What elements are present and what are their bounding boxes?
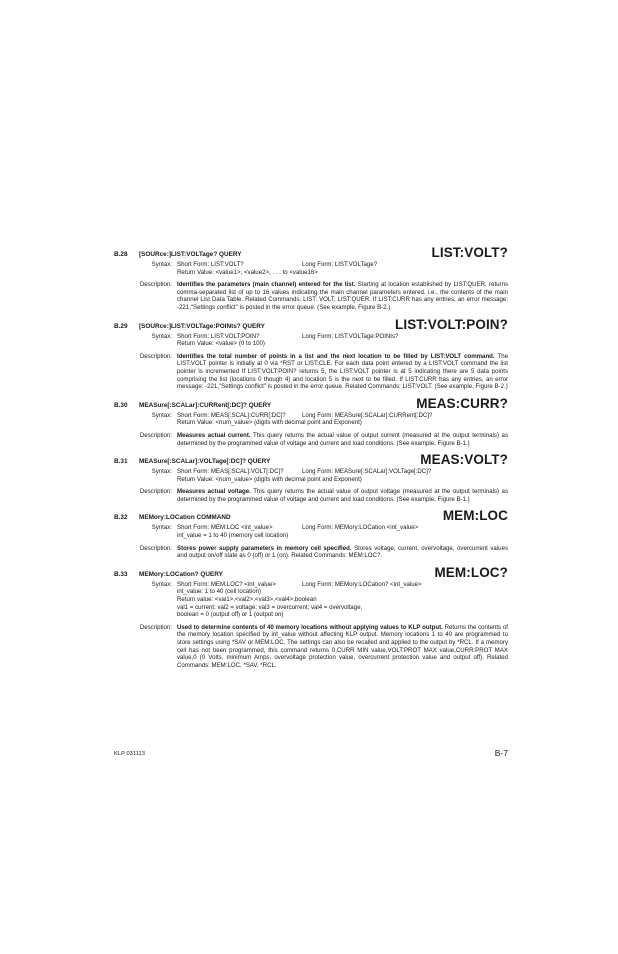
description-summary: Used to determine contents of 40 memory locations without applying values to KLP output. xyxy=(177,623,443,631)
footer-page-number: B-7 xyxy=(494,748,508,758)
parameter-range: int_value = 1 to 40 (memory cell location) xyxy=(177,532,289,540)
long-form: Long Form: LIST:VOLTage? xyxy=(302,261,378,268)
long-form: Long Form: LIST:VOLTage:POINts? xyxy=(302,332,399,340)
command-mnemonic: MEM:LOC xyxy=(442,508,508,524)
parameter-range: int_value: 1 to 40 (cell location) xyxy=(177,588,262,596)
short-form: Short Form: MEAS[:SCAL]:CURR[:DC]? xyxy=(177,411,286,419)
description-row xyxy=(114,281,508,311)
command-mnemonic: MEM:LOC? xyxy=(434,564,508,580)
return-value: Return Value: <num_value> (digits with decimal point and Exponent) xyxy=(177,419,362,427)
syntax-row xyxy=(114,468,508,483)
description-row xyxy=(114,353,508,391)
description-row xyxy=(114,624,508,670)
description-row xyxy=(114,432,508,447)
section-title xyxy=(114,571,223,578)
section-title xyxy=(114,514,231,521)
syntax-row xyxy=(114,412,508,427)
syntax-label: Syntax: xyxy=(151,580,172,588)
syntax-label: Syntax: xyxy=(151,468,172,476)
description-text: This query returns the actual value of output current (measured at the output terminals) as determined by the programmed value of voltage and current and load conditions. (See example, Figure B-1.) xyxy=(177,431,508,447)
section-number: B.32 xyxy=(114,514,128,522)
syntax-label: Syntax: xyxy=(151,332,172,340)
return-value: Return Value: <num_value> (digits with decimal point and Exponent) xyxy=(177,475,362,483)
description-label: Description: xyxy=(139,431,172,439)
syntax-label: Syntax: xyxy=(151,524,172,532)
description-label: Description: xyxy=(139,281,172,289)
section-heading-b30 xyxy=(114,395,508,411)
description-text: Stores voltage, current, overvoltage, overcurrent values and output on/off state as 0 (off) or 1 (on). Related Commands: MEM:LOC?. xyxy=(177,544,508,560)
syntax-label: Syntax: xyxy=(151,261,172,268)
section-name: MEMory:LOCation COMMAND xyxy=(139,514,231,522)
syntax-label: Syntax: xyxy=(151,411,172,419)
description-row xyxy=(114,545,508,560)
section-name: [SOURce:]LIST:VOLTage:POINts? QUERY xyxy=(139,322,265,330)
section-number: B.29 xyxy=(114,322,128,330)
command-mnemonic: MEAS:CURR? xyxy=(416,395,508,411)
section-number: B.30 xyxy=(114,401,128,409)
long-form: Long Form: MEASure[:SCALar]:CURRent[:DC]? xyxy=(302,411,433,419)
return-value-definition: val1 = current; val2 = voltage; val3 = overcurrent; val4 = overvoltage, xyxy=(177,603,363,611)
description-summary: Measures actual current. xyxy=(177,431,251,439)
short-form: Short Form: MEAS[:SCAL]:VOLT[:DC]? xyxy=(177,468,284,476)
description-text: The LIST:VOLT pointer is initially at 0 via *RST or LIST:CLE. For each data point entered by a LIST:VOLT command the list pointer is incremented If LIST:VOLT:POIN? returns 5, the LIST:VOLT pointer is at 5 indicating there are 5 data points comprising the list (locations 0 though 4) and location 5 is the next to be filled. If LIST:CURR has any entries, an error message: -221,"Settings conflict" is posted in the error queue. Related Commands: LIST:VOLT. (See example, Figure B-2.) xyxy=(177,352,508,391)
command-mnemonic: LIST:VOLT:POIN? xyxy=(395,316,508,332)
description-text: Starting at location established by LIST:QUER, returns comma-separated list of up to 16 values indicating the main channel parameters entered. i.e., the contents of the main channel List Data Table. Related Commands: LIST: VOLT, LIST:QUER. If LIST:CURR has any entries, an error message: -221,"Settings conflict" is posted in the error queue. (See example, Figure B-2.) xyxy=(177,281,509,311)
section-title xyxy=(114,251,242,258)
description-summary: Stores power supply parameters in memory cell specified. xyxy=(177,544,352,552)
section-heading-b28 xyxy=(114,244,508,260)
description-text: Returns the contents of the memory location specified by int_value without affecting KLP output. Memory locations 1 to 40 are programmed to store settings using *SAV or MEM:LOC. The settings can also be recalled and applied to the output by *RCL. If a memory cell has not been programmed, this command returns 0,CURR MIN value,VOLT:PROT MAX value,CURR:PROT MAX value,0 (0 Volts, minimum Amps, overvoltage protection value, overcurrent protection value and output off). Related Commands: MEM:LOC, *SAV, *RCL. xyxy=(177,623,508,669)
long-form: Long Form: MEMory:LOCation? <int_value> xyxy=(302,580,422,588)
long-form: Long Form: MEMory:LOCation <int_value> xyxy=(302,524,419,532)
page-content xyxy=(114,244,508,669)
section-heading-b29 xyxy=(114,316,508,332)
syntax-row xyxy=(114,333,508,348)
section-name: MEASure[:SCALar]:CURRent[:DC]? QUERY xyxy=(139,401,272,409)
section-name: MEMory:LOCation? QUERY xyxy=(139,570,223,578)
return-value: Return Value: <value> (0 to 100) xyxy=(177,340,265,348)
return-value: Return Value: <value1>, <value2>, . . . to <value16> xyxy=(177,268,318,276)
description-label: Description: xyxy=(139,544,172,552)
section-title xyxy=(114,458,270,465)
return-value-boolean: boolean = 0 (output off) or 1 (output on) xyxy=(177,611,284,619)
section-title xyxy=(114,402,271,409)
description-label: Description: xyxy=(139,488,172,496)
section-heading-b33 xyxy=(114,564,508,580)
short-form: Short Form: LIST:VOLT? xyxy=(177,261,244,268)
syntax-row xyxy=(114,581,508,619)
short-form: Short Form: MEM:LOC <int_value> xyxy=(177,524,273,532)
short-form: Short Form: LIST:VOLT:POIN? xyxy=(177,332,260,340)
description-row xyxy=(114,488,508,503)
section-title xyxy=(114,323,265,330)
footer-document-id: KLP 031113 xyxy=(114,751,145,757)
description-summary: Measures actual voltage. xyxy=(177,488,251,496)
long-form: Long Form: MEASure[:SCALar]:VOLTage[:DC]? xyxy=(302,468,432,476)
section-number: B.33 xyxy=(114,570,128,578)
section-number: B.28 xyxy=(114,251,128,258)
description-summary: Identifies the total number of points in a list and the next location to be filled by LIST:VOLT command. xyxy=(177,352,495,360)
syntax-row xyxy=(114,261,508,276)
description-text: This query returns the actual value of output voltage (measured at the output terminals) as determined by the programmed value of voltage and current and load conditions. (See example, Figure B-1.) xyxy=(177,488,508,503)
return-value: Return value: <val1>,<val2>,<val3>,<val4>,boolean xyxy=(177,596,317,604)
section-name: MEASure[:SCALar]:VOLTage[:DC]? QUERY xyxy=(139,458,271,466)
short-form: Short Form: MEM:LOC? <int_value> xyxy=(177,580,276,588)
description-label: Description: xyxy=(139,623,172,631)
syntax-row xyxy=(114,524,508,539)
command-mnemonic: LIST:VOLT? xyxy=(431,245,508,260)
section-heading-b31 xyxy=(114,451,508,467)
command-mnemonic: MEAS:VOLT? xyxy=(420,452,508,468)
description-summary: Identifies the parameters (main channel) entered for the list. xyxy=(177,281,356,289)
section-number: B.31 xyxy=(114,458,128,466)
section-heading-b32 xyxy=(114,507,508,523)
description-label: Description: xyxy=(139,352,172,360)
section-name: [SOURce:]LIST:VOLTage? QUERY xyxy=(139,251,242,258)
